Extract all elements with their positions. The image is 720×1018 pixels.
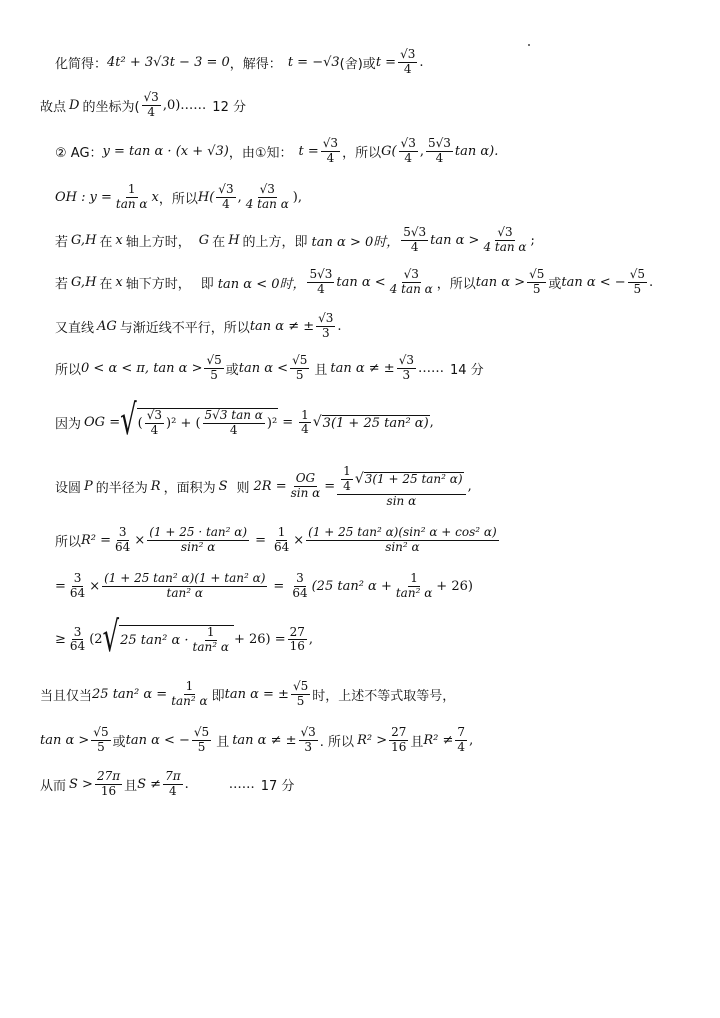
text: 因为 [55, 417, 82, 433]
numerator: √3 [400, 136, 416, 150]
fraction [394, 572, 434, 601]
radicand [119, 625, 234, 655]
denominator: tan α [115, 196, 148, 211]
denominator: sin² α [385, 539, 420, 554]
fraction [142, 91, 161, 120]
variable: G,H [71, 232, 97, 248]
numerator: 1 [185, 679, 194, 693]
numerator: 27π [96, 769, 121, 783]
fraction [388, 268, 435, 297]
denominator: 4 [435, 150, 444, 165]
variable: x [115, 232, 123, 248]
numerator: √5 [292, 679, 309, 693]
denominator: sin α [386, 493, 417, 508]
text: 在 [99, 234, 113, 250]
radical-sign: √ [102, 614, 120, 662]
numerator: 1 [277, 525, 286, 539]
denominator: 4 [229, 422, 238, 437]
equation: OG = [84, 415, 121, 431]
fraction [91, 726, 110, 755]
denominator: 4 [150, 422, 159, 437]
denominator: 5 [296, 693, 305, 708]
denominator: tan² α [395, 585, 433, 600]
denominator: 64 [69, 639, 86, 654]
text: ( [137, 415, 143, 431]
text: 若 [55, 276, 69, 292]
numerator: (1 + 25 tan² α)(1 + tan² α) [104, 571, 266, 585]
fraction [216, 183, 235, 212]
text: , [467, 479, 472, 495]
text: + 26) [436, 578, 473, 594]
equation: (25 tan² α + [311, 578, 392, 594]
line-15 [40, 726, 473, 755]
numerator: 1 [301, 407, 309, 422]
text: 设圆 [55, 481, 82, 497]
line-1 [55, 48, 423, 77]
numerator: 5√3 [403, 225, 427, 239]
denominator: 4 [147, 104, 155, 119]
equation: tan α < [336, 274, 386, 290]
text: 在 [99, 276, 113, 292]
equation: t = [375, 54, 397, 70]
numerator: 5√3 [427, 136, 451, 150]
score-label: 14 分 [449, 362, 484, 378]
variable: P [84, 479, 93, 495]
text: = [255, 532, 266, 548]
numerator: 1 [206, 625, 215, 639]
equation: R² ≠ [423, 732, 454, 748]
text: 从而 [40, 778, 67, 794]
variable: AG [97, 318, 117, 334]
line-13 [55, 614, 314, 662]
equation: S > [69, 776, 93, 792]
denominator: 4 [169, 783, 177, 798]
text: , [308, 632, 314, 648]
text: × [134, 532, 146, 548]
numerator: √5 [206, 353, 222, 367]
variable: G,H [71, 274, 97, 290]
fraction [114, 183, 150, 212]
denominator: 64 [69, 585, 86, 600]
fraction [321, 137, 340, 166]
denominator: 4 tan α [483, 239, 527, 254]
numerator: 3 [118, 525, 127, 539]
text: (2 [89, 632, 103, 648]
text: ; [530, 232, 535, 248]
fraction [68, 626, 87, 655]
denominator: 4 [457, 739, 466, 754]
denominator: sin² α [180, 539, 216, 554]
denominator: 64 [115, 539, 131, 554]
point-label: G( [381, 143, 397, 159]
equation: tan α > 0时， [311, 234, 400, 250]
fraction [290, 572, 309, 601]
denominator: 5 [197, 739, 206, 754]
score-label: 17 分 [260, 778, 295, 794]
radical-sign: √ [120, 397, 137, 445]
text: 且 [216, 734, 230, 750]
numerator: √3 [218, 182, 234, 196]
score-label: 12 分 [212, 99, 246, 115]
fraction [481, 226, 528, 255]
line-10 [55, 465, 472, 508]
text: . [648, 274, 654, 290]
text: , [469, 732, 474, 748]
line-4: OH : y = $\frac{1}{\text{tan α}}$ x ，所以 H( $\frac{√3}{4}$ , $\frac{√3}{\text{4 tan α}}$ ), [55, 182, 303, 211]
line-16 [40, 770, 294, 799]
text: …… [417, 360, 444, 376]
fraction [316, 312, 335, 341]
equation: y = [89, 189, 112, 205]
text: = [324, 479, 336, 495]
numerator: √3 [259, 182, 275, 196]
numerator: √3 [143, 90, 159, 104]
text: 在 [212, 234, 226, 250]
equation: tan α < − [561, 274, 626, 290]
fraction [455, 726, 467, 755]
denominator: 3 [402, 367, 411, 382]
numerator: 7π [165, 769, 181, 783]
equation: 4t² + 3√3t − 3 = 0 [107, 54, 230, 70]
text: . [184, 776, 189, 792]
numerator: √5 [93, 725, 109, 739]
text: 则 [236, 481, 250, 497]
numerator: 7 [457, 725, 466, 739]
fraction [288, 626, 307, 655]
denominator: 16 [391, 739, 407, 754]
variable: H [228, 232, 240, 248]
text: 轴下方时， [125, 276, 191, 292]
text: = [273, 578, 285, 594]
equation: R² = [81, 532, 112, 548]
fraction [426, 137, 453, 166]
text: 且 [314, 362, 328, 378]
text: . [337, 318, 342, 334]
equation: t = −√3 [287, 54, 340, 70]
text: 且 [410, 734, 424, 750]
numerator: √3 [400, 47, 416, 61]
equation: tan α > [40, 732, 90, 748]
numerator: √3 [318, 311, 334, 325]
numerator: 3 [73, 624, 82, 639]
fraction [527, 268, 546, 297]
variable: S [218, 479, 228, 495]
radicand: 3(1 + 25 tan² α) [364, 471, 463, 486]
text: 当且仅当 [40, 688, 93, 704]
denominator: tan² α [166, 585, 203, 600]
numerator: 5√3 tan α [204, 408, 263, 422]
denominator: 64 [273, 539, 290, 554]
fraction [244, 183, 291, 212]
text: × [89, 578, 101, 594]
fraction [399, 137, 418, 166]
variable: R [150, 479, 161, 495]
fraction [289, 472, 323, 501]
text: , [429, 415, 434, 431]
fraction [299, 726, 318, 755]
fraction [291, 680, 310, 709]
denominator: 5 [210, 367, 218, 382]
text: ，所以 [436, 276, 476, 292]
numerator: 5√3 [309, 267, 333, 281]
denominator: sin α [290, 486, 321, 501]
text: 若 [55, 234, 69, 250]
text: ，由①知： [228, 145, 293, 161]
text: 故点 [40, 99, 67, 115]
variable: G [198, 232, 210, 248]
equation: tan α < 0时， [217, 276, 306, 292]
line-9 [55, 397, 434, 445]
numerator: √3 [322, 136, 339, 150]
fraction [341, 465, 353, 494]
text: 即 [200, 276, 214, 292]
variable: x [151, 189, 159, 205]
equation: 2R = [253, 479, 287, 495]
numerator: √3 [300, 725, 316, 739]
fraction [299, 409, 311, 438]
fraction [191, 626, 231, 655]
numerator: √5 [292, 353, 308, 367]
point-label: H( [197, 189, 215, 205]
text: ，面积为 [163, 481, 216, 497]
numerator: 3 [73, 571, 82, 585]
equation: t = [298, 143, 319, 159]
denominator: 4 [317, 281, 325, 296]
text: = [282, 415, 294, 431]
fraction [169, 680, 209, 709]
line-2 [40, 91, 246, 120]
square-root: √ 3(1 + 25 tan² α) [354, 470, 463, 487]
text: ≥ [55, 632, 66, 648]
stray-dot [528, 44, 530, 46]
equation: tan α). [454, 143, 499, 159]
text: ), [292, 189, 303, 205]
line-14 [40, 680, 455, 709]
fraction [337, 465, 465, 508]
equation: y = tan α · (x + √3) [102, 143, 229, 159]
text: 的上方，即 [242, 234, 308, 250]
text: 或 [225, 362, 239, 378]
numerator: √5 [529, 267, 545, 281]
denominator: 4 [222, 196, 230, 211]
fraction [102, 572, 267, 601]
line-12 [55, 572, 473, 601]
fraction [628, 268, 647, 297]
denominator: 4 [326, 150, 335, 165]
variable: x [115, 274, 123, 290]
radicand [137, 408, 279, 438]
text: 轴上方时， [125, 234, 191, 250]
numerator: 1 [343, 464, 351, 478]
numerator: (1 + 25 tan² α)(sin² α + cos² α) [308, 525, 497, 539]
line-6 [55, 268, 653, 297]
text: 或 [112, 734, 126, 750]
denominator: tan² α [171, 693, 208, 708]
equation: tan α < − [125, 732, 190, 748]
text: + 26) = [233, 632, 286, 648]
numerator: √3 [398, 353, 414, 367]
denominator: tan² α [192, 639, 229, 654]
numerator: (1 + 25 · tan² α) [149, 525, 248, 539]
radicand: 3(1 + 25 tan² α) [322, 415, 429, 431]
line-3: ② AG： y = tan α · (x + √3) ，由①知： t = $\frac{√3}{4}$ ，所以 G( $\frac{√3}{4}$ , $\frac{5√3}{4}$ tan α). [55, 136, 499, 165]
fraction [307, 268, 334, 297]
fraction [306, 526, 499, 555]
text: )² [266, 415, 278, 431]
equation: tan α ≠ ± [249, 318, 315, 334]
denominator: 4 [404, 150, 412, 165]
text: 时，上述不等式取等号， [312, 688, 456, 704]
fraction [290, 354, 309, 383]
text: . 所以 [319, 734, 355, 750]
text: …… [228, 776, 255, 792]
equation: tan α ≠ ± [330, 360, 395, 376]
denominator: 16 [100, 783, 117, 798]
equation: 25 tan² α · [120, 632, 189, 648]
fraction [145, 409, 164, 438]
equation: tan α > [430, 232, 480, 248]
variable: D [69, 97, 80, 113]
equation: 0 < α < π, tan α > [81, 360, 203, 376]
numerator: √3 [497, 225, 513, 239]
numerator [337, 465, 465, 495]
text: 即 [211, 688, 225, 704]
text: ，所以 [158, 191, 198, 207]
numerator: √3 [403, 267, 419, 281]
fraction [398, 48, 417, 77]
square-root [102, 614, 234, 662]
text: 或 [548, 276, 562, 292]
text: 且 [124, 778, 138, 794]
denominator: 4 [301, 422, 309, 437]
fraction [397, 354, 416, 383]
denominator: 4 [403, 61, 412, 76]
text: 所以 [55, 534, 82, 550]
text: ,0)…… [162, 97, 207, 113]
equation: S ≠ [137, 776, 162, 792]
denominator: 4 tan α [245, 196, 289, 211]
numerator: 1 [127, 182, 136, 196]
text: . [419, 54, 424, 70]
line-8 [55, 354, 484, 383]
numerator: 27 [391, 725, 407, 739]
fraction [401, 226, 428, 255]
fraction [68, 572, 87, 601]
text: 与渐近线不平行，所以 [119, 320, 250, 336]
text: ，解得： [229, 56, 282, 72]
denominator: 16 [289, 639, 305, 654]
text: = [55, 578, 66, 594]
denominator: 4 [343, 478, 351, 493]
numerator: OG [295, 471, 316, 486]
numerator: 3 [296, 571, 304, 585]
text: 的坐标为( [82, 99, 140, 115]
denominator: 4 [410, 239, 419, 254]
text: ② AG： [55, 145, 103, 161]
denominator: 5 [97, 739, 105, 754]
denominator: 3 [304, 739, 312, 754]
line-7 [55, 312, 342, 341]
fraction [203, 409, 265, 438]
square-root: √ 3(1 + 25 tan² α) [312, 413, 429, 431]
denominator: 5 [295, 367, 304, 382]
equation: tan α ≠ ± [232, 732, 297, 748]
line-5 [55, 226, 535, 255]
equation: OH : [55, 189, 86, 205]
fraction [147, 526, 249, 555]
text: 所以 [55, 362, 82, 378]
fraction [192, 726, 211, 755]
text: (舍)或 [339, 56, 376, 72]
denominator: 5 [633, 281, 642, 296]
text: ，所以 [342, 145, 382, 161]
text: × [293, 532, 305, 548]
equation: 25 tan² α = [92, 686, 168, 702]
square-root [120, 397, 278, 445]
text: 的半径为 [95, 481, 148, 497]
denominator: 4 tan α [389, 281, 433, 296]
numerator: √3 [146, 408, 163, 422]
numerator: 27 [289, 624, 305, 639]
line-11 [55, 526, 501, 555]
fraction [389, 726, 408, 755]
numerator: √5 [629, 267, 645, 281]
denominator: 3 [321, 325, 330, 340]
fraction [95, 770, 122, 799]
fraction [204, 354, 223, 383]
text: )² + ( [166, 415, 201, 431]
fraction [163, 770, 183, 799]
equation: tan α < [238, 360, 289, 376]
equation: tan α > [475, 274, 526, 290]
denominator: 64 [292, 585, 308, 600]
text: 化简得： [55, 56, 108, 72]
numerator: 1 [410, 571, 418, 585]
numerator: √5 [193, 725, 210, 739]
fraction [272, 526, 291, 555]
text: 又直线 [55, 320, 95, 336]
equation: tan α = ± [224, 686, 289, 702]
fraction [113, 526, 132, 555]
denominator: 5 [532, 281, 541, 296]
equation: R² > [357, 732, 388, 748]
